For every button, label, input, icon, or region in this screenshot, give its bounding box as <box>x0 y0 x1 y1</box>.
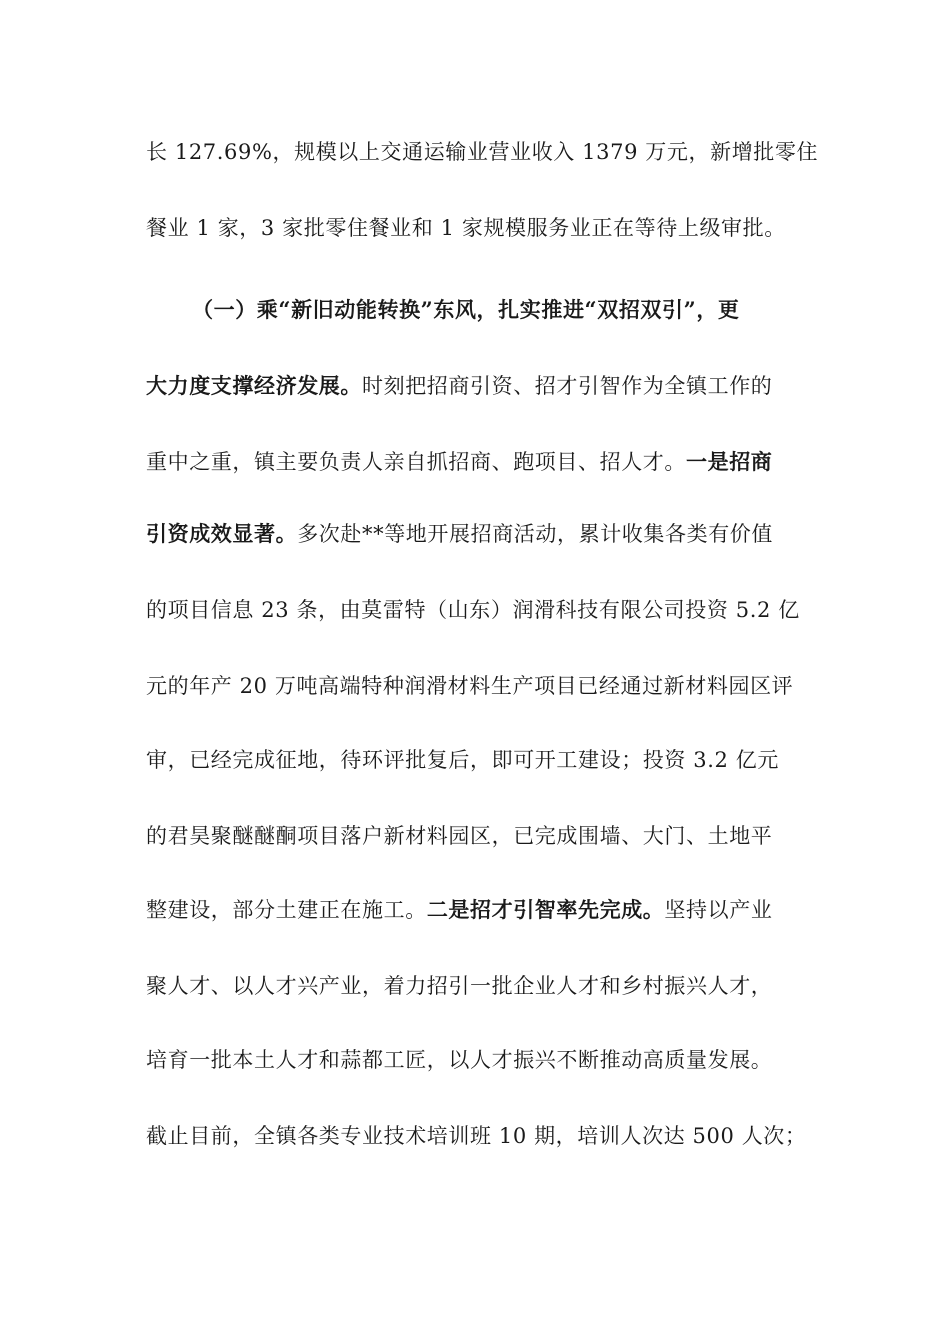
section-heading: （一）乘“新旧动能转换”东风，扎实推进“双招双引”，更 <box>192 297 740 322</box>
section-heading-continued: 大力度支撑经济发展。 <box>146 373 362 398</box>
text-segment: 餐业 1 家，3 家批零住餐业和 1 家规模服务业正在等待上级审批。 <box>146 216 786 240</box>
text-segment: 时刻把招商引资、招才引智作为全镇工作的 <box>362 374 773 398</box>
text-line-13 <box>146 1040 806 1080</box>
text-line-9 <box>146 740 806 780</box>
text-line-1 <box>146 132 819 172</box>
subheading-one-continued: 引资成效显著。 <box>146 521 298 546</box>
section-heading-line <box>192 290 806 330</box>
text-segment: 审，已经完成征地，待环评批复后，即可开工建设；投资 3.2 亿元 <box>146 748 779 772</box>
text-segment: 重中之重，镇主要负责人亲自抓招商、跑项目、招人才。 <box>146 450 686 474</box>
text-line-11 <box>146 890 806 930</box>
text-line-8 <box>146 666 806 706</box>
text-segment: 整建设，部分土建正在施工。 <box>146 898 427 922</box>
subheading-two: 二是招才引智率先完成。 <box>426 897 665 922</box>
text-line-4 <box>146 366 806 406</box>
text-segment: 的君昊聚醚醚酮项目落户新材料园区，已完成围墙、大门、土地平 <box>146 824 773 848</box>
text-line-14 <box>146 1116 806 1156</box>
text-line-5 <box>146 442 806 482</box>
subheading-one: 一是招商 <box>686 449 773 474</box>
text-line-2 <box>146 208 806 248</box>
text-segment: 多次赴**等地开展招商活动，累计收集各类有价值 <box>297 522 774 546</box>
text-line-6 <box>146 514 806 554</box>
text-line-7 <box>146 590 806 630</box>
text-segment: 截止目前，全镇各类专业技术培训班 10 期，培训人次达 500 人次； <box>146 1124 807 1148</box>
text-segment: 元的年产 20 万吨高端特种润滑材料生产项目已经通过新材料园区评 <box>146 674 794 698</box>
text-segment: 长 127.69%，规模以上交通运输业营业收入 1379 万元，新增批零住 <box>146 140 819 164</box>
text-segment: 坚持以产业 <box>664 898 773 922</box>
text-segment: 的项目信息 23 条，由莫雷特（山东）润滑科技有限公司投资 5.2 亿 <box>146 598 800 622</box>
text-line-12 <box>146 966 806 1006</box>
text-segment: 聚人才、以人才兴产业，着力招引一批企业人才和乡村振兴人才， <box>146 974 773 998</box>
text-segment: 培育一批本土人才和蒜都工匠，以人才振兴不断推动高质量发展。 <box>146 1048 773 1072</box>
text-line-10 <box>146 816 806 856</box>
